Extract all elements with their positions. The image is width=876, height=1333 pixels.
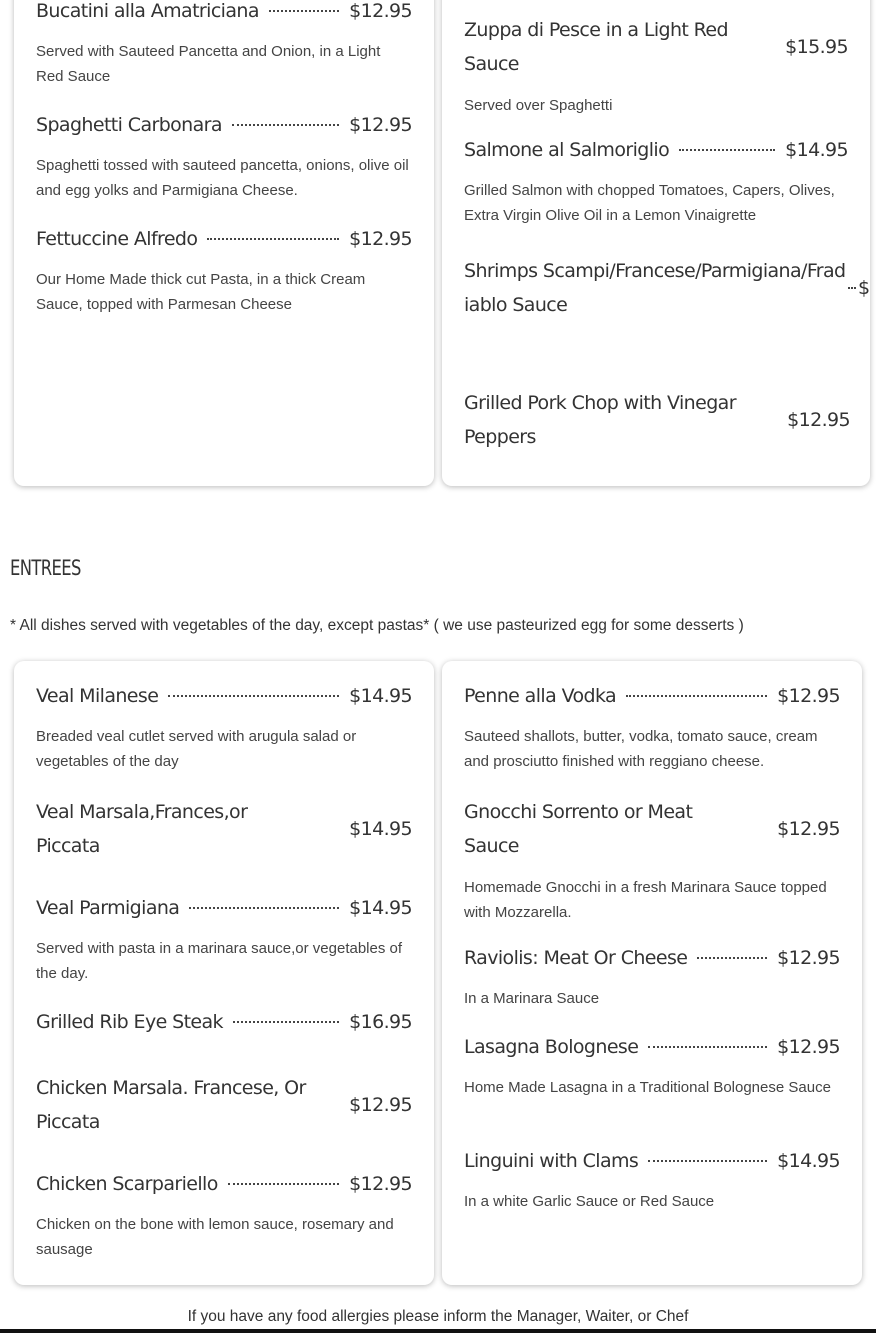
item-name: Lasagna Bolognese (464, 1036, 639, 1058)
pasta-card-right (442, 0, 870, 486)
dot-leader (168, 695, 339, 697)
item-description: Chicken on the bone with lemon sauce, rosemary and sausage (36, 1216, 394, 1258)
menu-item (464, 1036, 840, 1100)
item-description: Homemade Gnocchi in a fresh Marinara Sauce topped with Mozzarella. (464, 879, 827, 921)
item-name: Spaghetti Carbonara (36, 114, 222, 136)
item-price: $12.95 (349, 0, 412, 22)
item-name: Veal Parmigiana (36, 897, 180, 919)
item-price: $ (858, 277, 870, 299)
item-description: Served with pasta in a marinara sauce,or vegetables of the day. (36, 940, 403, 982)
item-name: Raviolis: Meat Or Cheese (464, 947, 688, 969)
item-name: Grilled Rib Eye Steak (36, 1011, 223, 1033)
menu-item (464, 254, 870, 322)
item-name: Veal Milanese (36, 685, 159, 707)
item-name: Chicken Scarpariello (36, 1173, 218, 1195)
dot-leader (626, 695, 767, 697)
item-description: Breaded veal cutlet served with arugula salad or vegetables of the day (36, 728, 357, 770)
menu-item (464, 139, 848, 228)
item-name: Linguini with Clams (464, 1150, 639, 1172)
menu-item (464, 386, 848, 454)
menu-item (36, 1011, 412, 1033)
item-price: $12.95 (777, 818, 840, 840)
item-price: $12.95 (777, 947, 840, 969)
item-price: $12.95 (349, 114, 412, 136)
menu-item (36, 897, 412, 986)
section-title: ENTREES (10, 556, 81, 580)
menu-item (464, 795, 840, 925)
item-name: Grilled Pork Chop with Vinegar Peppers (464, 392, 736, 448)
pasta-card-left (14, 0, 434, 486)
item-price: $16.95 (349, 1011, 412, 1033)
item-price: $12.95 (349, 1094, 412, 1116)
dot-leader (189, 907, 339, 909)
item-name: Gnocchi Sorrento or Meat Sauce (464, 801, 693, 857)
bottom-bar (0, 1329, 876, 1333)
item-price: $12.95 (349, 1173, 412, 1195)
menu-item (36, 795, 412, 863)
item-description: Home Made Lasagna in a Traditional Bolognese Sauce (464, 1079, 831, 1096)
item-description: In a white Garlic Sauce or Red Sauce (464, 1193, 715, 1210)
menu-item (36, 114, 412, 203)
item-price: $14.95 (349, 897, 412, 919)
item-price: $12.95 (777, 685, 840, 707)
item-price: $14.95 (785, 139, 848, 161)
dot-leader (848, 287, 856, 289)
menu-item (36, 0, 412, 89)
dot-leader (269, 10, 339, 12)
dot-leader (207, 238, 339, 240)
item-name: Fettuccine Alfredo (36, 228, 198, 250)
menu-item (36, 1173, 412, 1262)
item-description: In a Marinara Sauce (464, 990, 600, 1007)
entrees-card-left (14, 661, 434, 1285)
item-price: $12.95 (777, 1036, 840, 1058)
dot-leader (228, 1183, 339, 1185)
entrees-card-right (442, 661, 862, 1285)
item-name: Zuppa di Pesce in a Light Red Sauce (464, 19, 728, 75)
item-price: $14.95 (777, 1150, 840, 1172)
item-description: Spaghetti tossed with sauteed pancetta, onions, olive oil and egg yolks and Parmigiana Cheese. (36, 157, 409, 199)
menu-item (464, 13, 848, 118)
section-note: * All dishes served with vegetables of the day, except pastas* ( we use pasteurized egg for some desserts ) (10, 617, 744, 634)
item-description: Sauteed shallots, butter, vodka, tomato sauce, cream and prosciutto finished with reggiano cheese. (464, 728, 818, 770)
menu-item (464, 1150, 840, 1214)
dot-leader (648, 1046, 767, 1048)
menu-item (36, 1071, 412, 1139)
item-price: $15.95 (785, 36, 848, 58)
item-name: Chicken Marsala. Francese, Or Piccata (36, 1077, 306, 1133)
item-price: $14.95 (349, 818, 412, 840)
item-description: Grilled Salmon with chopped Tomatoes, Capers, Olives, Extra Virgin Olive Oil in a Lemon Vinaigrette (464, 182, 835, 224)
menu-item (464, 947, 840, 1011)
allergy-note: If you have any food allergies please inform the Manager, Waiter, or Chef (187, 1308, 689, 1325)
item-description: Served with Sauteed Pancetta and Onion, in a Light Red Sauce (36, 43, 381, 85)
dot-leader (232, 124, 339, 126)
dot-leader (648, 1160, 767, 1162)
menu-item (464, 685, 840, 774)
item-price: $14.95 (349, 685, 412, 707)
dot-leader (233, 1021, 339, 1023)
item-description: Our Home Made thick cut Pasta, in a thick Cream Sauce, topped with Parmesan Cheese (36, 271, 366, 313)
item-name: Shrimps Scampi/Francese/Parmigiana/Fradiablo Sauce (464, 260, 846, 316)
item-price: $12.95 (787, 409, 850, 431)
menu-item (36, 685, 412, 774)
item-description: Served over Spaghetti (464, 97, 613, 114)
item-name: Penne alla Vodka (464, 685, 617, 707)
dot-leader (697, 957, 767, 959)
item-name: Bucatini alla Amatriciana (36, 0, 259, 22)
menu-item (36, 228, 412, 317)
item-name: Salmone al Salmoriglio (464, 139, 670, 161)
dot-leader (679, 149, 775, 151)
item-name: Veal Marsala,Frances,or Piccata (36, 801, 248, 857)
item-price: $12.95 (349, 228, 412, 250)
